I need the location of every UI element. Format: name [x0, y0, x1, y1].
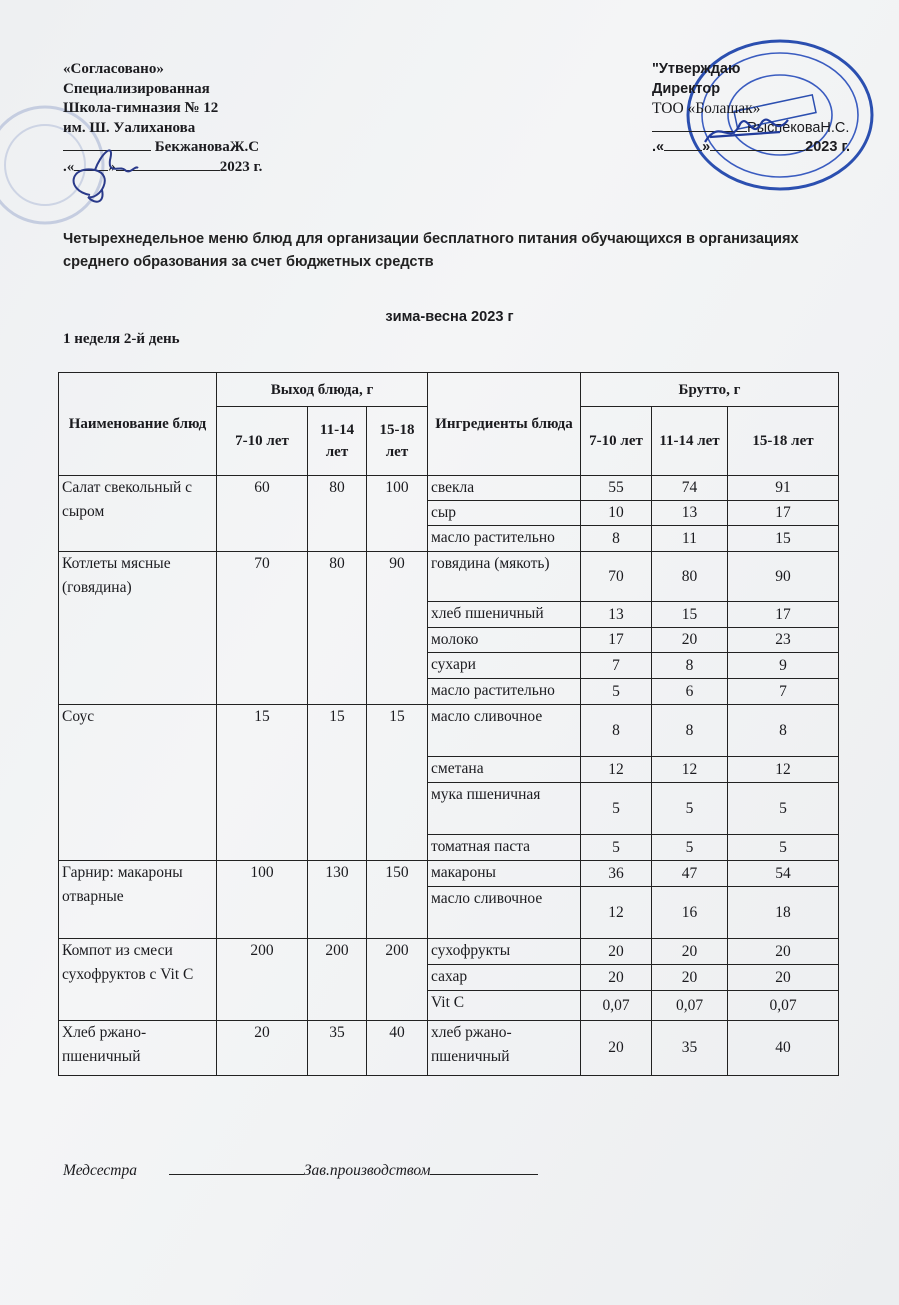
- ingredient-name: сыр: [428, 501, 581, 526]
- header-gross-age: 11-14 лет: [652, 407, 728, 476]
- date-quote-open: .«: [63, 158, 75, 175]
- yield-value: 200: [308, 939, 367, 1021]
- footer: [63, 1162, 538, 1180]
- dish-name: Котлеты мясные (говядина): [59, 552, 217, 705]
- gross-value: 47: [652, 861, 728, 887]
- yield-value: 15: [308, 705, 367, 861]
- dish-name: Компот из смеси сухофруктов с Vit C: [59, 939, 217, 1021]
- menu-body: [59, 476, 839, 1076]
- yield-value: 130: [308, 861, 367, 939]
- gross-value: 20: [581, 965, 652, 991]
- table-row: [59, 552, 839, 602]
- production-head-signature-line: [430, 1174, 538, 1175]
- gross-value: 16: [652, 887, 728, 939]
- ingredient-name: сахар: [428, 965, 581, 991]
- gross-value: 90: [728, 552, 839, 602]
- dish-name: Салат свекольный с сыром: [59, 476, 217, 552]
- gross-value: 0,07: [581, 991, 652, 1021]
- header-yield: Выход блюда, г: [217, 373, 428, 407]
- ingredient-name: масло сливочное: [428, 705, 581, 757]
- gross-value: 20: [652, 939, 728, 965]
- dish-name: Гарнир: макароны отварные: [59, 861, 217, 939]
- gross-value: 17: [728, 501, 839, 526]
- week-day: 1 неделя 2-й день: [63, 331, 180, 347]
- gross-value: 23: [728, 628, 839, 653]
- date-quote-close: »: [108, 158, 116, 175]
- gross-value: 8: [652, 653, 728, 679]
- approval-right-heading: "Утверждаю: [652, 61, 741, 77]
- approval-left-heading: «Согласовано»: [63, 61, 164, 77]
- gross-value: 12: [652, 757, 728, 783]
- yield-value: 15: [367, 705, 428, 861]
- gross-value: 17: [728, 602, 839, 628]
- gross-value: 5: [652, 783, 728, 835]
- gross-value: 20: [728, 939, 839, 965]
- gross-value: 20: [728, 965, 839, 991]
- approval-left-line: Школа-гимназия № 12: [63, 100, 219, 116]
- gross-value: 11: [652, 526, 728, 552]
- yield-value: 200: [217, 939, 308, 1021]
- ingredient-name: говядина (мякоть): [428, 552, 581, 602]
- gross-value: 0,07: [652, 991, 728, 1021]
- ingredient-name: макароны: [428, 861, 581, 887]
- yield-value: 40: [367, 1021, 428, 1076]
- gross-value: 80: [652, 552, 728, 602]
- yield-value: 80: [308, 476, 367, 552]
- approval-right-line: Директор: [652, 80, 721, 97]
- table-row: [59, 705, 839, 757]
- gross-value: 12: [728, 757, 839, 783]
- ingredient-name: молоко: [428, 628, 581, 653]
- signature-right: [700, 112, 790, 152]
- signature-left: [60, 135, 140, 210]
- gross-value: 12: [581, 757, 652, 783]
- table-row: [59, 861, 839, 887]
- approval-left-line: Специализированная: [63, 80, 210, 97]
- gross-value: 15: [728, 526, 839, 552]
- yield-value: 15: [217, 705, 308, 861]
- gross-value: 13: [581, 602, 652, 628]
- approval-right-signer: РыспековаН.С.: [747, 119, 850, 136]
- gross-value: 74: [652, 476, 728, 501]
- header-yield-age: 11-14 лет: [308, 407, 367, 476]
- gross-value: 18: [728, 887, 839, 939]
- gross-value: 0,07: [728, 991, 839, 1021]
- gross-value: 35: [652, 1021, 728, 1076]
- gross-value: 5: [728, 783, 839, 835]
- gross-value: 55: [581, 476, 652, 501]
- gross-value: 12: [581, 887, 652, 939]
- gross-value: 13: [652, 501, 728, 526]
- gross-value: 7: [581, 653, 652, 679]
- yield-value: 70: [217, 552, 308, 705]
- gross-value: 54: [728, 861, 839, 887]
- document-title: Четырехнедельное меню блюд для организации бесплатного питания обучающихся в организациях среднего образования за счет бюджетных средств: [63, 231, 799, 270]
- header-gross-age: 7-10 лет: [581, 407, 652, 476]
- yield-value: 60: [217, 476, 308, 552]
- gross-value: 8: [581, 526, 652, 552]
- ingredient-name: масло растительно: [428, 526, 581, 552]
- yield-value: 100: [367, 476, 428, 552]
- nurse-label: Медсестра: [63, 1162, 137, 1179]
- gross-value: 5: [581, 679, 652, 705]
- ingredient-name: свекла: [428, 476, 581, 501]
- gross-value: 5: [652, 835, 728, 861]
- yield-value: 150: [367, 861, 428, 939]
- gross-value: 5: [581, 835, 652, 861]
- header-dish-name: Наименование блюд: [59, 373, 217, 476]
- gross-value: 10: [581, 501, 652, 526]
- gross-value: 20: [652, 965, 728, 991]
- gross-value: 20: [652, 628, 728, 653]
- ingredient-name: хлеб ржано-пшеничный: [428, 1021, 581, 1076]
- ingredient-name: хлеб пшеничный: [428, 602, 581, 628]
- nurse-signature-line: [169, 1174, 304, 1175]
- approval-right-line: ТОО «Болашак»: [652, 100, 761, 117]
- menu-table: [58, 372, 839, 1076]
- ingredient-name: масло сливочное: [428, 887, 581, 939]
- gross-value: 15: [652, 602, 728, 628]
- date-quote-open: .«: [652, 139, 665, 155]
- table-row: [59, 1021, 839, 1076]
- header-yield-age: 7-10 лет: [217, 407, 308, 476]
- table-row: [59, 939, 839, 965]
- header-gross-age: 15-18 лет: [728, 407, 839, 476]
- dish-name: Соус: [59, 705, 217, 861]
- gross-value: 8: [728, 705, 839, 757]
- gross-value: 20: [581, 1021, 652, 1076]
- table-row: [59, 476, 839, 501]
- header-yield-age: 15-18 лет: [367, 407, 428, 476]
- gross-value: 36: [581, 861, 652, 887]
- gross-value: 17: [581, 628, 652, 653]
- production-head-label: Зав.производством: [303, 1162, 431, 1179]
- yield-value: 35: [308, 1021, 367, 1076]
- yield-value: 90: [367, 552, 428, 705]
- approval-left-line: им. Ш. Уалиханова: [63, 119, 196, 136]
- yield-value: 100: [217, 861, 308, 939]
- gross-value: 20: [581, 939, 652, 965]
- ingredient-name: Vit C: [428, 991, 581, 1021]
- ingredient-name: мука пшеничная: [428, 783, 581, 835]
- gross-value: 91: [728, 476, 839, 501]
- ingredient-name: томатная паста: [428, 835, 581, 861]
- gross-value: 5: [728, 835, 839, 861]
- header-gross: Брутто, г: [581, 373, 839, 407]
- ingredient-name: масло растительно: [428, 679, 581, 705]
- ingredient-name: сухари: [428, 653, 581, 679]
- gross-value: 5: [581, 783, 652, 835]
- ingredient-name: сухофрукты: [428, 939, 581, 965]
- gross-value: 7: [728, 679, 839, 705]
- yield-value: 20: [217, 1021, 308, 1076]
- gross-value: 40: [728, 1021, 839, 1076]
- gross-value: 8: [581, 705, 652, 757]
- date-year: 2023 г.: [805, 139, 851, 155]
- gross-value: 9: [728, 653, 839, 679]
- gross-value: 70: [581, 552, 652, 602]
- dish-name: Хлеб ржано-пшеничный: [59, 1021, 217, 1076]
- gross-value: 6: [652, 679, 728, 705]
- gross-value: 8: [652, 705, 728, 757]
- yield-value: 80: [308, 552, 367, 705]
- ingredient-name: сметана: [428, 757, 581, 783]
- approval-left-signer: БекжановаЖ.С: [154, 139, 260, 155]
- yield-value: 200: [367, 939, 428, 1021]
- date-quote-close: »: [702, 139, 711, 155]
- header-ingredients: Ингредиенты блюда: [428, 373, 581, 476]
- date-year: 2023 г.: [219, 158, 263, 175]
- season: зима-весна 2023 г: [385, 309, 514, 325]
